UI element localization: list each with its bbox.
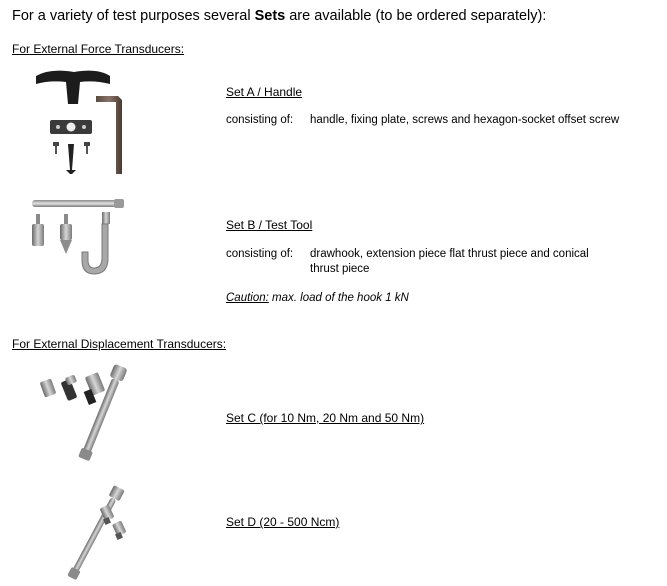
set-a-consisting [226, 113, 619, 128]
set-b-consisting-line2: thrust piece [310, 263, 370, 275]
intro-after: are available (to be ordered separately): [285, 8, 547, 24]
set-b-caution [226, 292, 409, 304]
set-c-image [38, 360, 148, 468]
intro-before: For a variety of test purposes several [12, 8, 255, 24]
set-b-title: Set B / Test Tool [226, 218, 313, 232]
external-force-heading: For External Force Transducers: [12, 42, 185, 56]
set-a-consisting-label: consisting of: [226, 114, 294, 126]
set-d-title: Set D (20 - 500 Ncm) [226, 515, 340, 529]
external-displacement-heading: For External Displacement Transducers: [12, 337, 227, 351]
set-d-image [40, 476, 140, 580]
set-a-consisting-text: handle, fixing plate, screws and hexagon-socket offset screw [310, 114, 620, 126]
set-b-caution-label: Caution: [226, 292, 269, 304]
intro-bold: Sets [254, 8, 286, 24]
set-a-image [30, 66, 130, 176]
set-b-caution-text: max. load of the hook 1 kN [268, 292, 409, 304]
set-b-consisting-line1: drawhook, extension piece flat thrust piece and conical [310, 248, 589, 260]
set-b-image [26, 198, 130, 280]
set-b-consisting [226, 247, 589, 277]
intro-text [12, 8, 546, 24]
set-c-title: Set C (for 10 Nm, 20 Nm and 50 Nm) [226, 411, 425, 425]
set-a-title: Set A / Handle [226, 85, 303, 99]
set-b-consisting-label: consisting of: [226, 248, 294, 260]
